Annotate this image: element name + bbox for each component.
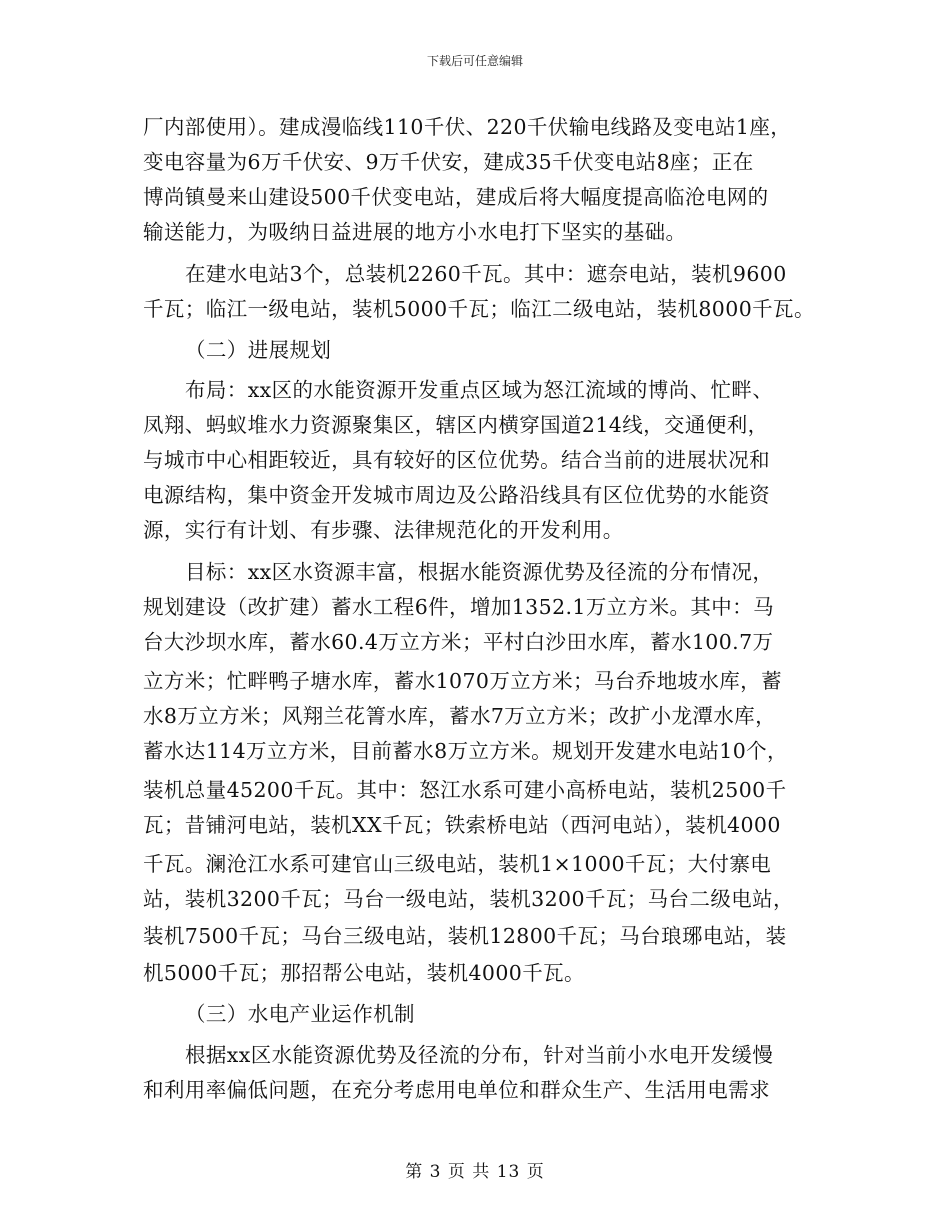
text-line: 立方米；忙畔鸭子塘水库，蓄水1070万立方米；马台乔地坡水库，蓄: [143, 669, 782, 693]
text-line: 凤翔、蚂蚁堆水力资源聚集区，辖区内横穿国道214线，交通便利，: [143, 413, 769, 437]
section-heading: （二）进展规划: [185, 338, 332, 362]
text-line: 和利用率偏低问题，在充分考虑用电单位和群众生产、生活用电需求: [143, 1078, 770, 1102]
text-line: 机5000千瓦；那招帮公电站，装机4000千瓦。: [143, 961, 585, 985]
text-line: 规划建设（改扩建）蓄水工程6件，增加1352.1万立方米。其中：马: [143, 595, 774, 619]
text-line: 电源结构，集中资金开发城市周边及公路沿线具有区位优势的水能资: [143, 483, 770, 507]
text-line: 博尚镇曼来山建设500千伏变电站，建成后将大幅度提高临沧电网的: [143, 185, 769, 209]
text-line: 输送能力，为吸纳日益进展的地方小水电打下坚实的基础。: [143, 220, 687, 244]
text-line: 在建水电站3个，总装机2260千瓦。其中：遮奈电站，装机9600: [185, 262, 787, 286]
text-line: 瓦；昔铺河电站，装机XX千瓦；铁索桥电站（西河电站），装机4000: [143, 813, 781, 837]
header-note: 下载后可任意编辑: [426, 54, 523, 68]
text-line: 变电容量为6万千伏安、9万千伏安，建成35千伏变电站8座；正在: [143, 150, 754, 174]
text-line: 千瓦。澜沧江水系可建官山三级电站，装机1×1000千瓦；大付寨电: [143, 852, 772, 876]
text-line: 源，实行有计划、有步骤、法律规范化的开发利用。: [143, 518, 624, 542]
text-line: 装机总量45200千瓦。其中：怒江水系可建小高桥电站，装机2500千: [143, 778, 787, 802]
text-line: 厂内部使用）。建成漫临线110千伏、220千伏输电线路及变电站1座，: [143, 115, 792, 139]
text-line: 目标：xx区水资源丰富，根据水能资源优势及径流的分布情况，: [185, 560, 774, 584]
text-line: 装机7500千瓦；马台三级电站，装机12800千瓦；马台琅琊电站，装: [143, 924, 787, 948]
text-line: 与城市中心相距较近，具有较好的区位优势。结合当前的进展状况和: [143, 448, 770, 472]
text-line: 布局：xx区的水能资源开发重点区域为怒江流域的博尚、忙畔、: [185, 378, 774, 402]
text-line: 蓄水达114万立方米，目前蓄水8万立方米。规划开发建水电站10个，: [143, 739, 788, 763]
text-line: 台大沙坝水库，蓄水60.4万立方米；平村白沙田水库，蓄水100.7万: [143, 630, 774, 654]
text-line: 根据xx区水能资源优势及径流的分布，针对当前小水电开发缓慢: [185, 1043, 774, 1067]
text-line: 水8万立方米；风翔兰花箐水库，蓄水7万立方米；改扩小龙潭水库，: [143, 704, 776, 728]
text-line: 千瓦；临江一级电站，装机5000千瓦；临江二级电站，装机8000千瓦。: [143, 297, 815, 321]
section-heading: （三）水电产业运作机制: [185, 1002, 415, 1026]
text-line: 站，装机3200千瓦；马台一级电站，装机3200千瓦；马台二级电站，: [143, 887, 794, 911]
page-number: 第 3 页 共 13 页: [405, 1162, 545, 1182]
